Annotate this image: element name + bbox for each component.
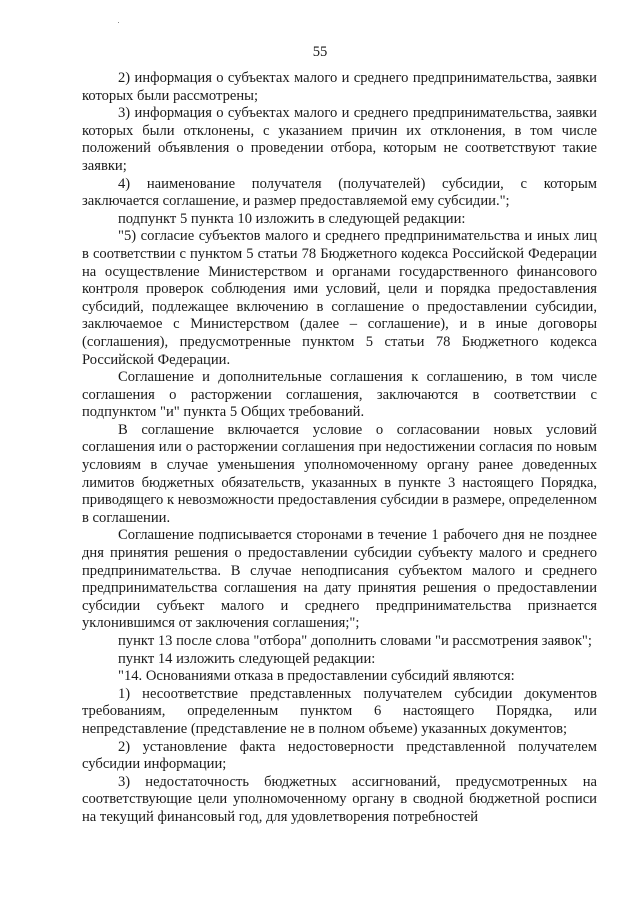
paragraph: Соглашение подписывается сторонами в течение 1 рабочего дня не позднее дня принятия решения о предоставлении субсидии субъекту малого и среднего предпринимательства. В случае неподписания субъектом малого и среднего предпринимательства соглашения на дату принятия решения о предоставлении субсидии субъект малого и среднего предпринимательства признается уклонившимся от заключения соглашения;"; (82, 527, 597, 632)
scan-speck (118, 22, 119, 23)
paragraph: 3) информация о субъектах малого и среднего предпринимательства, заявки которых были отклонены, с указанием причин их отклонения, в том числе положений объявления о проведении отбора, которым не соответствуют такие заявки; (82, 105, 597, 174)
paragraph: пункт 13 после слова "отбора" дополнить словами "и рассмотрения заявок"; (118, 633, 592, 649)
document-body (82, 70, 597, 827)
paragraph: 1) несоответствие представленных получателем субсидии документов требованиям, определенным пунктом 6 настоящего Порядка, или непредставление (представление не в полном объеме) указанных документов; (82, 685, 597, 737)
paragraph: подпункт 5 пункта 10 изложить в следующей редакции: (118, 210, 466, 227)
paragraph: 4) наименование получателя (получателей) субсидии, с которым заключается соглашение, и размер предоставляемой ему субсидии."; (82, 175, 597, 210)
paragraph: "14. Основаниями отказа в предоставлении субсидий являются: (118, 668, 515, 685)
paragraph: 3) недостаточность бюджетных ассигнований, предусмотренных на соответствующие цели уполномоченному органу в сводной бюджетной росписи на текущий финансовый год, для удовлетворения потребностей (82, 773, 597, 825)
paragraph: В соглашение включается условие о согласовании новых условий соглашения или о расторжении соглашения при недостижении согласия по новым условиям в случае уменьшения уполномоченному органу ранее доведенных лимитов бюджетных обязательств, указанных в пункте 3 настоящего Порядка, приводящего к невозможности предоставления субсидии в размере, определенном в соглашении. (82, 421, 597, 526)
page-number: 55 (312, 44, 328, 60)
paragraph: 2) информация о субъектах малого и среднего предпринимательства, заявки которых были рассмотрены; (82, 70, 597, 104)
paragraph: 2) установление факта недостоверности представленной получателем субсидии информации; (82, 738, 597, 773)
paragraph: "5) согласие субъектов малого и среднего предпринимательства и иных лиц в соответствии с пунктом 5 статьи 78 Бюджетного кодекса Российской Федерации на осуществление Министерством и органами государственного финансового контроля проверок соблюдения ими условий, цели и порядка предоставления субсидий, подлежащее включению в соглашение о предоставлении субсидии, заключаемое с Министерством (далее – соглашение), и в иные договоры (соглашения), предусмотренные пунктом 5 статьи 78 Бюджетного кодекса Российской Федерации. (82, 228, 597, 368)
paragraph: Соглашение и дополнительные соглашения к соглашению, в том числе соглашения о расторжении соглашения, заключаются в соответствии с подпунктом "и" пункта 5 Общих требований. (82, 369, 597, 421)
paragraph: пункт 14 изложить следующей редакции: (118, 650, 376, 667)
